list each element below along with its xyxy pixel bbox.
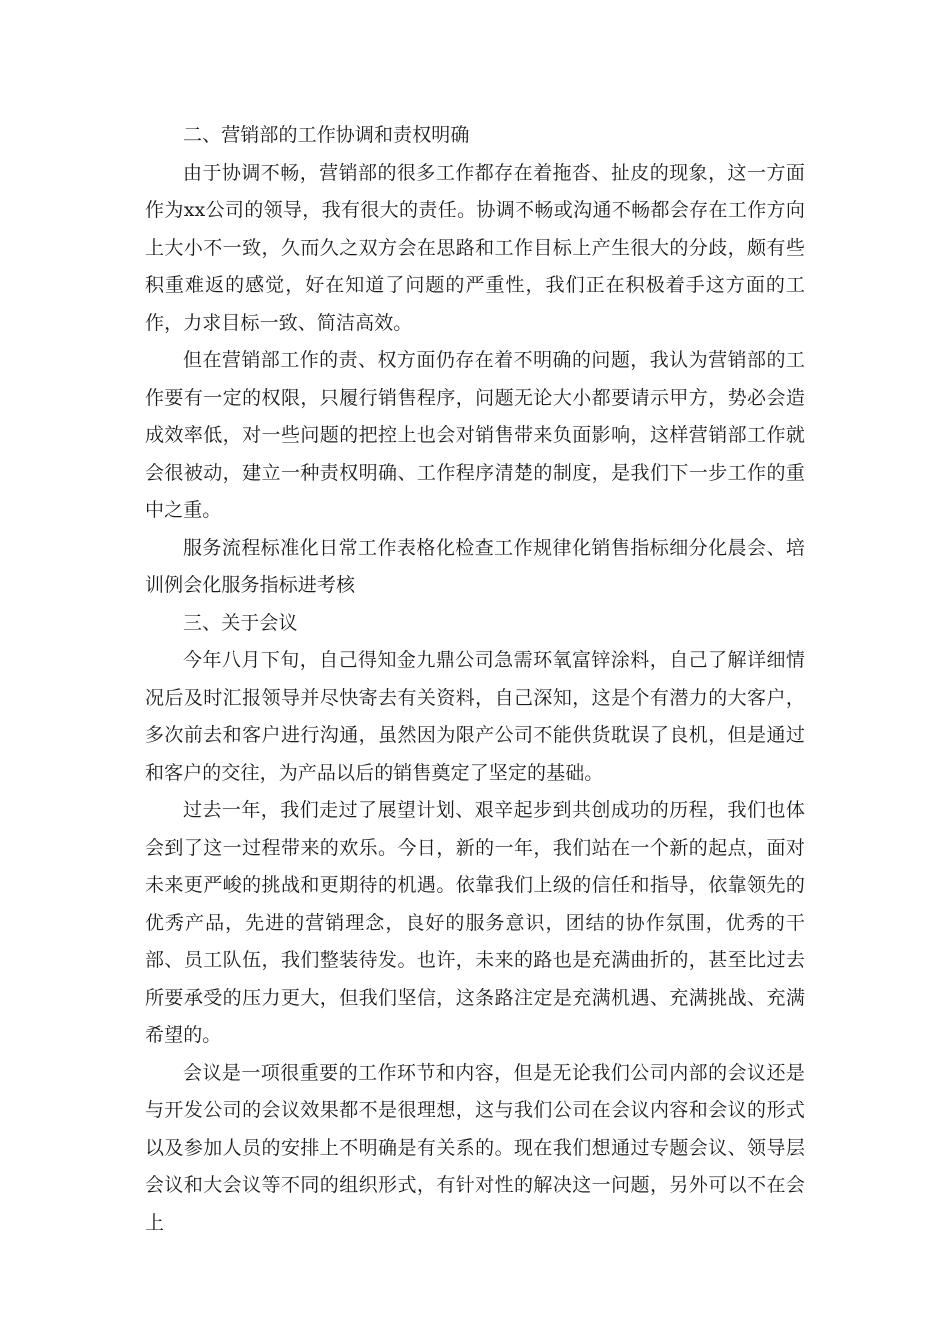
section-heading-meetings: 三、关于会议 (183, 611, 298, 634)
paragraph-coordination-issues: 由于协调不畅，营销部的很多工作都存在着拖沓、扯皮的现象，这一方面作为xx公司的领导，我有很大的责任。协调不畅或沟通不畅都会存在工作方向上大小不一致，久而久之双方会在思路和工作目标上产生很大的分歧，颇有些积重难返的感觉，好在知道了问题的严重性，我们正在积极着手这方面的工作，力求目标一致、简洁高效。 (145, 161, 805, 334)
section-heading-coordination: 二、营销部的工作协调和责权明确 (183, 124, 470, 146)
document-body (145, 117, 805, 1242)
paragraph-authority-issues: 但在营销部工作的责、权方面仍存在着不明确的问题，我认为营销部的工作要有一定的权限，只履行销售程序，问题无论大小都要请示甲方，势必会造成效率低，对一些问题的把控上也会对销售带来负面影响，这样营销部工作就会很被动，建立一种责权明确、工作程序清楚的制度，是我们下一步工作的重中之重。 (145, 349, 805, 521)
paragraph-meeting-effectiveness: 会议是一项很重要的工作环节和内容，但是无论我们公司内部的会议还是与开发公司的会议效果都不是很理想，这与我们公司在会议内容和会议的形式以及参加人员的安排上不明确是有关系的。现在我们想通过专题会议、领导层会议和大会议等不同的组织形式，有针对性的解决这一问题，另外可以不在会上 (145, 1061, 805, 1234)
paragraph-client-case: 今年八月下旬，自己得知金九鼎公司急需环氧富锌涂料，自己了解详细情况后及时汇报领导并尽快寄去有关资料，自己深知，这是个有潜力的大客户，多次前去和客户进行沟通，虽然因为限产公司不能供货耽误了良机，但是通过和客户的交往，为产品以后的销售奠定了坚定的基础。 (145, 649, 805, 784)
paragraph-year-review: 过去一年，我们走过了展望计划、艰辛起步到共创成功的历程，我们也体会到了这一过程带来的欢乐。今日，新的一年，我们站在一个新的起点，面对未来更严峻的挑战和更期待的机遇。依靠我们上级的信任和指导，依靠领先的优秀产品，先进的营销理念，良好的服务意识，团结的协作氛围，优秀的干部、员工队伍，我们整装待发。也许，未来的路也是充满曲折的，甚至比过去所要承受的压力更大，但我们坚信，这条路注定是充满机遇、充满挑战、充满希望的。 (145, 799, 805, 1046)
paragraph-service-standards: 服务流程标准化日常工作表格化检查工作规律化销售指标细分化晨会、培训例会化服务指标进考核 (145, 536, 805, 596)
